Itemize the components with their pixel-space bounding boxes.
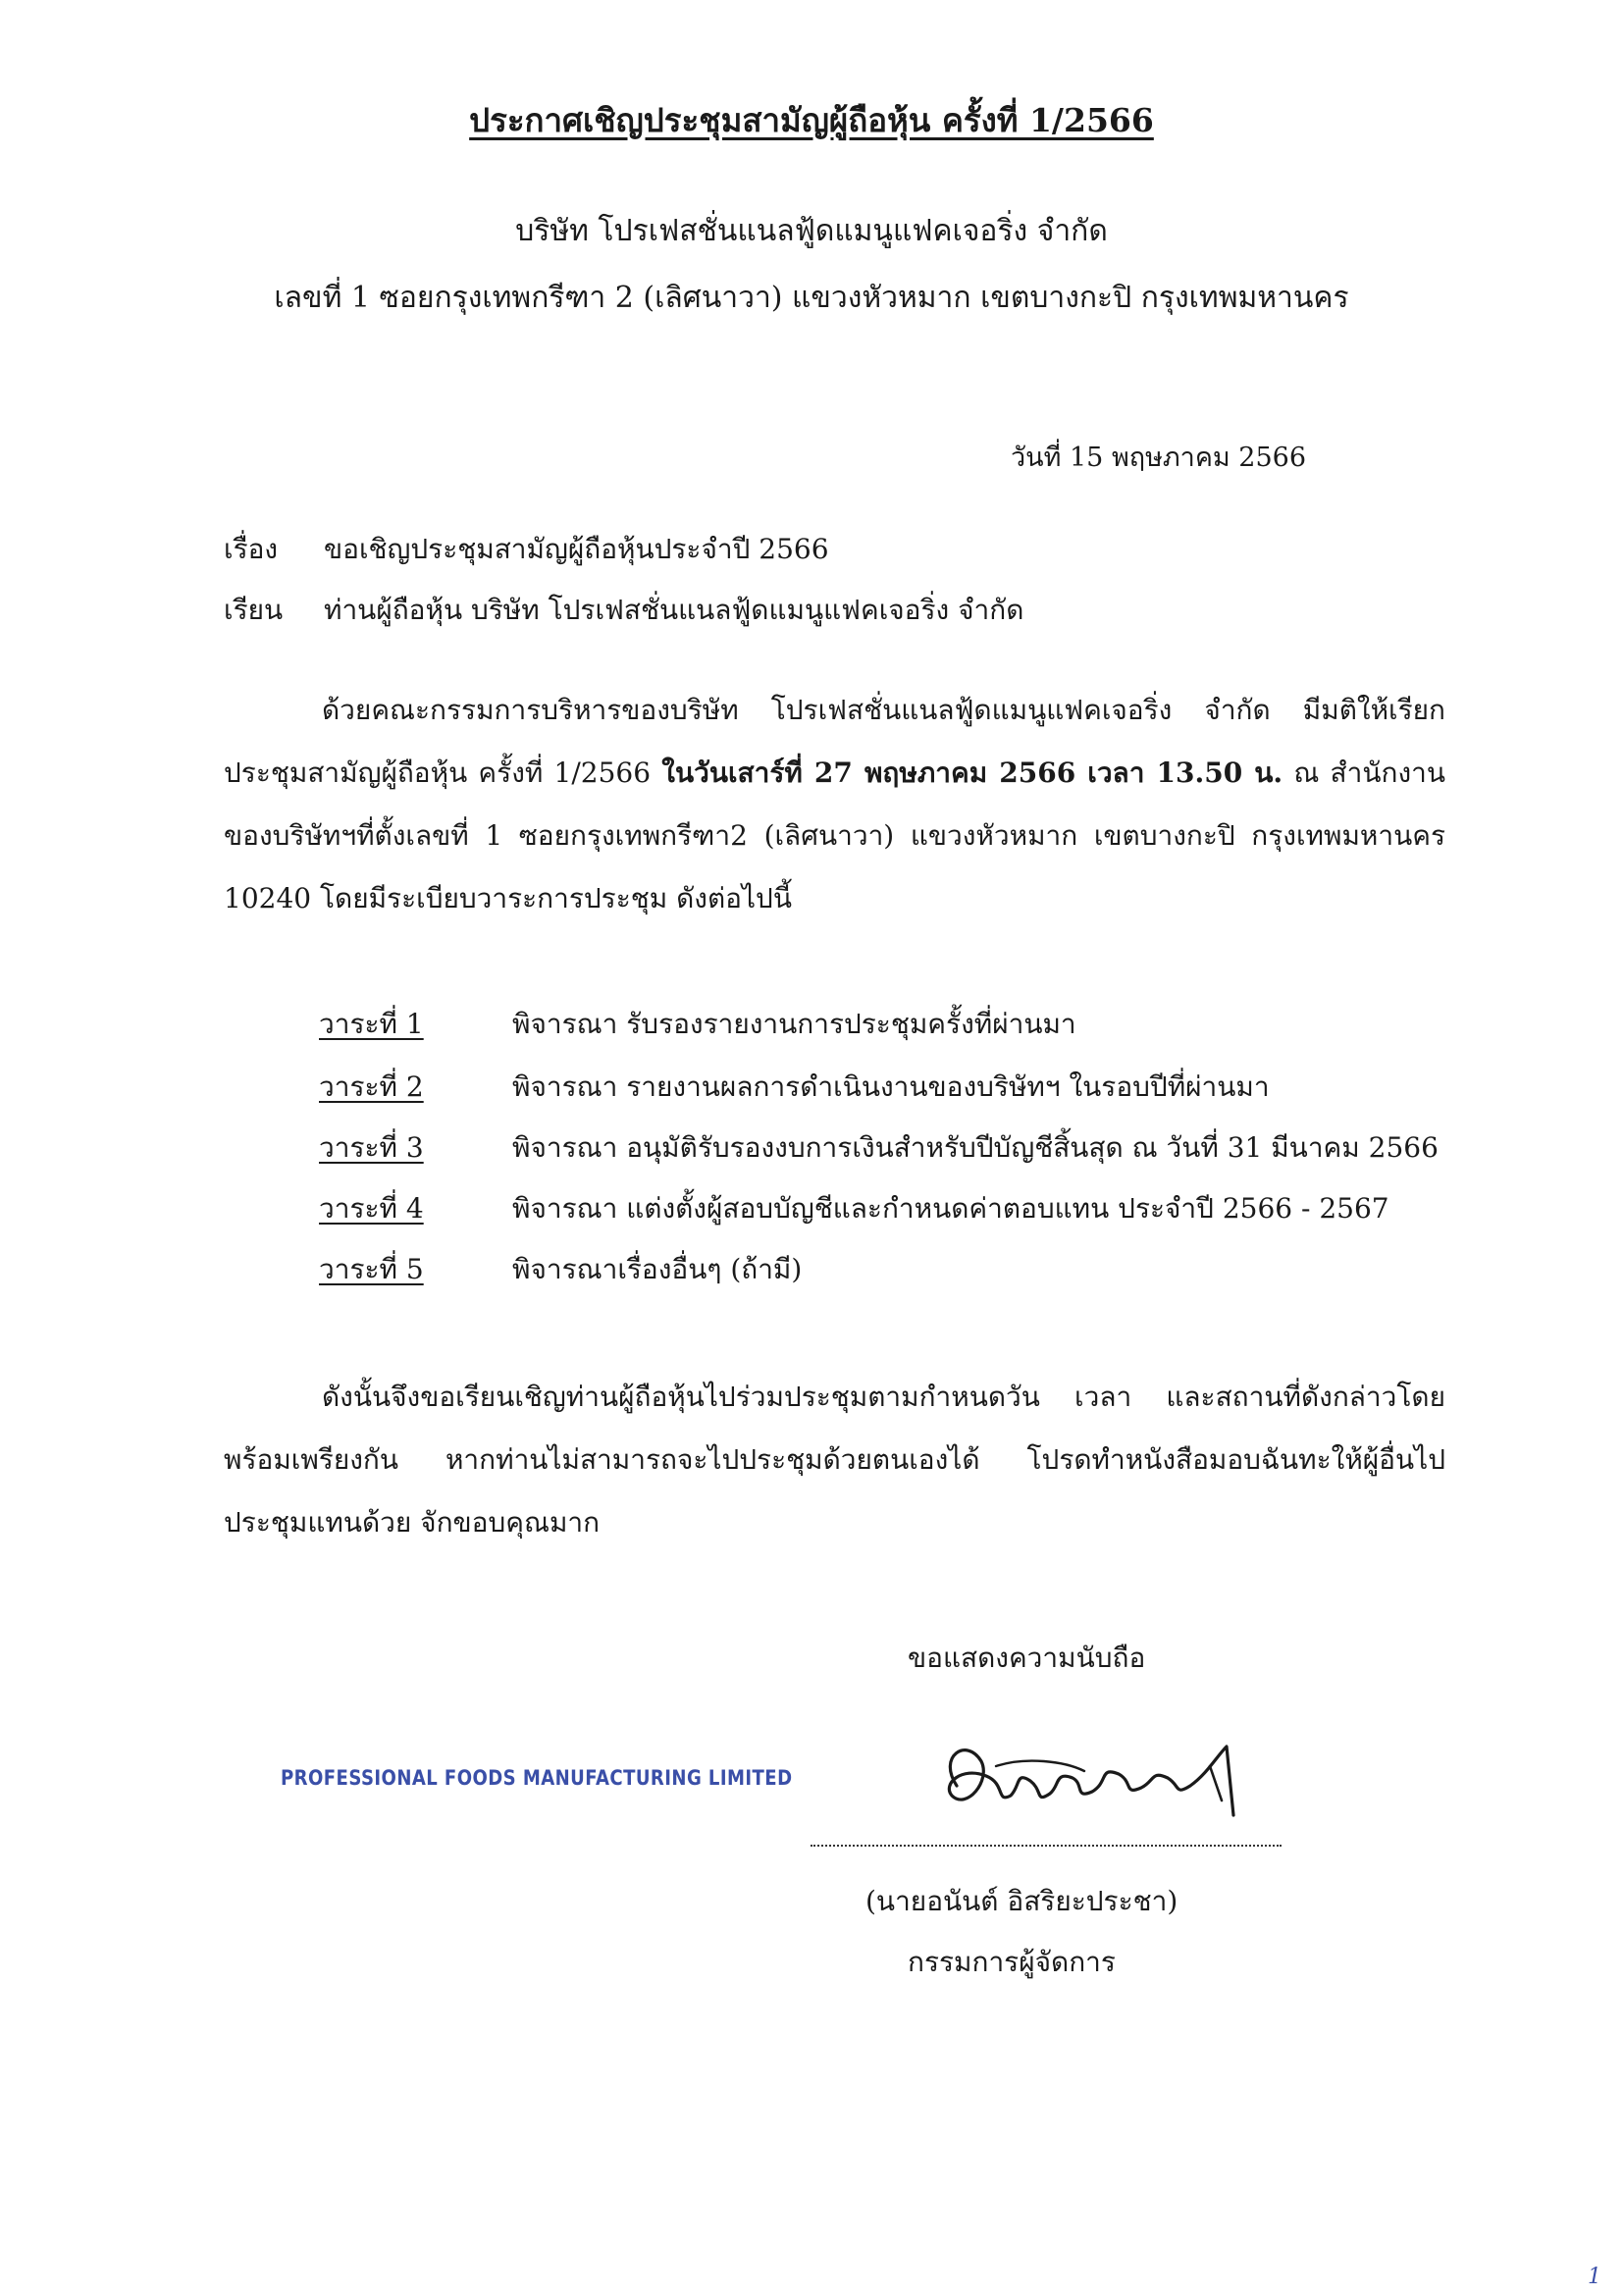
agenda-label-1: วาระที่ 1 xyxy=(319,1008,424,1040)
company-name: บริษัท โปรเฟสชั่นแนลฟู้ดแมนูแฟคเจอริ่ง จำกัด xyxy=(515,214,1108,248)
agenda-text-3: พิจารณา อนุมัติรับรองงบการเงินสำหรับปีบัญชีสิ้นสุด ณ วันที่ 31 มีนาคม 2566 xyxy=(512,1131,1439,1164)
signature-image xyxy=(927,1727,1251,1835)
signer-title: กรรมการผู้จัดการ xyxy=(908,1946,1116,1978)
company-stamp: PROFESSIONAL FOODS MANUFACTURING LIMITED xyxy=(281,1766,793,1790)
conclusion-paragraph: ดังนั้นจึงขอเรียนเชิญท่านผู้ถือหุ้นไปร่วมประชุมตามกำหนดวัน เวลา และสถานที่ดังกล่าวโดยพร้อมเพรียงกัน หากท่านไม่สามารถจะไปประชุมด้วยตนเองได้ โปรดทำหนังสือมอบฉันทะให้ผู้อื่นไปประชุมแทนด้วย จักขอบคุณมาก xyxy=(224,1381,1445,1539)
agenda-label-5: วาระที่ 5 xyxy=(319,1253,424,1285)
company-address: เลขที่ 1 ซอยกรุงเทพกรีฑา 2 (เลิศนาวา) แขวงหัวหมาก เขตบางกะปิ กรุงเทพมหานคร xyxy=(274,281,1349,315)
meeting-datetime: ในวันเสาร์ที่ 27 พฤษภาคม 2566 เวลา 13.50 น. xyxy=(661,757,1283,789)
body-text-part3: ณ สำนักงานของบริษัทฯที่ตั้งเลขที่ 1 ซอยกรุงเทพกรีฑา2 (เลิศนาวา) แขวงหัวหมาก เขตบางกะปิ กรุงเทพมหานคร 10240 โดยมีระเบียบวาระการประชุม ดังต่อไปนี้ xyxy=(224,757,1446,914)
signature-dotted-line xyxy=(811,1845,1282,1847)
subject-text: ขอเชิญประชุมสามัญผู้ถือหุ้นประจำปี 2566 xyxy=(324,533,829,565)
agenda-text-1: พิจารณา รับรองรายงานการประชุมครั้งที่ผ่านมา xyxy=(512,1008,1076,1040)
document-title: ประกาศเชิญประชุมสามัญผู้ถือหุ้น ครั้งที่ 1/2566 xyxy=(469,101,1154,139)
agenda-label-2: วาระที่ 2 xyxy=(319,1070,424,1103)
body-paragraph xyxy=(224,679,1445,930)
closing-salutation: ขอแสดงความนับถือ xyxy=(908,1642,1146,1674)
agenda-text-4: พิจารณา แต่งตั้งผู้สอบบัญชีและกำหนดค่าตอบแทน ประจำปี 2566 - 2567 xyxy=(512,1192,1389,1225)
agenda-text-2: พิจารณา รายงานผลการดำเนินงานของบริษัทฯ ในรอบปีที่ผ่านมา xyxy=(512,1070,1270,1103)
body-text-part1: ด้วยคณะกรรมการบริหารของบริษัท โปรเฟสชั่นแนลฟู้ดแมนูแฟคเจอริ่ง จำกัด มีมติให้เรียกประชุมสามัญผู้ถือหุ้น ครั้งที่ 1/2566 xyxy=(224,694,1445,789)
agenda-label-4: วาระที่ 4 xyxy=(319,1192,424,1225)
subject-label: เรื่อง xyxy=(224,533,279,565)
document-date: วันที่ 15 พฤษภาคม 2566 xyxy=(1011,443,1306,473)
page-mark: 1 xyxy=(1588,2265,1601,2289)
agenda-label-3: วาระที่ 3 xyxy=(319,1131,424,1164)
to-label: เรียน xyxy=(224,594,284,626)
signer-name: (นายอนันต์ อิสริยะประชา) xyxy=(865,1885,1178,1917)
agenda-text-5: พิจารณาเรื่องอื่นๆ (ถ้ามี) xyxy=(512,1253,803,1285)
to-text: ท่านผู้ถือหุ้น บริษัท โปรเฟสชั่นแนลฟู้ดแมนูแฟคเจอริ่ง จำกัด xyxy=(324,594,1024,626)
